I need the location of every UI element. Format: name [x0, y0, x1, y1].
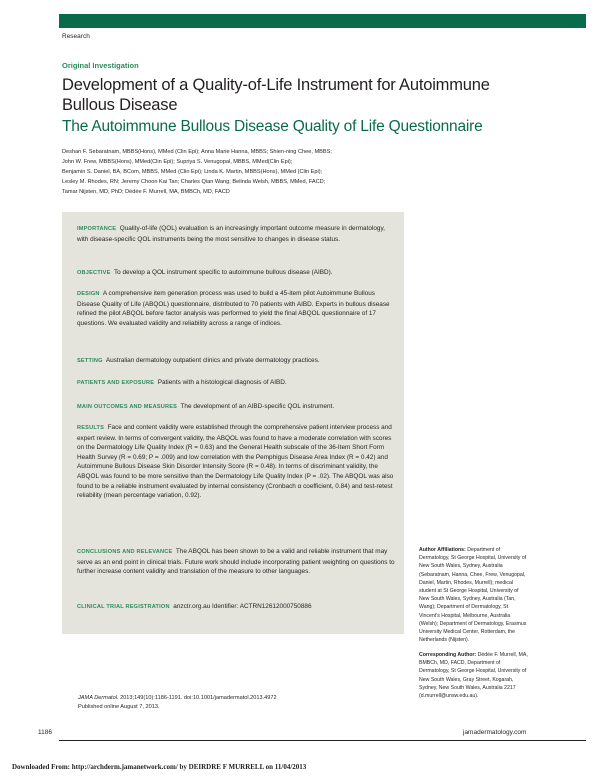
- author-line: John W. Frew, MBBS(Hons), MMed(Clin Epi); Supriya S. Venugopal, MBBS, MMed(Clin Epi);: [62, 158, 293, 165]
- author-line: Lesley M. Rhodes, RN; Jeremy Choon Kai Tan; Charles Qian Wang; Belinda Welsh, MBBS, MMed, FACD;: [62, 178, 326, 185]
- citation-details: 2013;149(10):1186-1191. doi:10.1001/jamadermatol.2013.4972: [118, 695, 277, 701]
- abstract-setting: [77, 356, 395, 367]
- corresponding-text: Dédée F. Murrell, MA, BMBCh, MD, FACD, Department of Dermatology, St George Hospital, University of New South Wales, Gray Street, Kogarah, Sydney, New South Wales, Australia 2217 (d.murrell@unsw.edu.au).: [419, 652, 528, 700]
- abstract-outcomes: [77, 402, 395, 413]
- abstract-results: [77, 423, 395, 501]
- header-bar: [59, 14, 586, 28]
- corresponding-author: [419, 651, 529, 700]
- abstract-label: DESIGN: [77, 291, 100, 297]
- abstract-text: Face and content validity were established through the comprehensive patient interview process and expert review. In terms of convergent validity, the ABQOL was found to have a moderate correlation with scores on the Dermatology Life Quality Index (R = 0.63) and the General Health subscale of the 36-Item Short Form Health Survey (R = 0.69; P = .009) and low correlation with the Pemphigus Disease Area Index (R = 0.42) and Autoimmune Bullous Disease Skin Disorder Intensity Score (R = 0.48). In terms of discriminant validity, the ABQOL was found to be more sensitive than the Dermatology Life Quality Index (P = .02). The ABQOL was also found to be a reliable instrument evaluated by internal consistency (Cronbach α coefficient, 0.84) and test-retest reliability (mean percentage variation, 0.92).: [77, 424, 394, 500]
- affiliations-text: Department of Dermatology, St George Hospital, University of New South Wales, Sydney, Australia (Sebaratnam, Hanna, Chee, Frew, Venugopal, Daniel, Martin, Rhodes, Murrell); medical student at St George Hospital, University of New South Wales, Sydney, Australia (Tan, Wang); Department of Dermatology, St Vincent's Hospital, Melbourne, Australia (Welsh); Department of Dermatology, Erasmus University Medical Center, Rotterdam, the Netherlands (Nijsten).: [419, 547, 527, 644]
- author-list: [62, 148, 392, 198]
- citation: [78, 694, 378, 711]
- abstract-patients: [77, 378, 395, 389]
- author-line: Benjamin S. Daniel, BA, BCom, MBBS, MMed (Clin Epi); Linda K. Martin, MBBS(Hons), MMed (Clin Epi);: [62, 168, 323, 175]
- article-subtitle: The Autoimmune Bullous Disease Quality of Life Questionnaire: [62, 118, 483, 135]
- abstract-label: SETTING: [77, 358, 103, 364]
- footer-rule: [59, 740, 586, 741]
- download-notice: Downloaded From: http://archderm.jamanetwork.com/ by DEIRDRE F MURRELL on 11/04/2013: [12, 763, 307, 771]
- author-line: Tamar Nijsten, MD, PhD; Dédée F. Murrell, MA, BMBCh, MD, FACD: [62, 188, 230, 195]
- journal-name: JAMA Dermatol.: [78, 695, 119, 701]
- article-category: Original Investigation: [62, 61, 139, 70]
- abstract-text: The ABQOL has been shown to be a valid and reliable instrument that may serve as an end point in clinical trials. Future work should include incorporating patient weighting on questions to further increase content validity and translation of the measure to other languages.: [77, 548, 395, 576]
- abstract-label: RESULTS: [77, 425, 105, 431]
- published-date: Published online August 7, 2013.: [78, 703, 160, 710]
- abstract-text: Quality-of-life (QOL) evaluation is an increasingly important outcome measure in dermatology, with disease-specific QOL instruments being the most sensitive to changes in disease status.: [77, 225, 385, 243]
- abstract-label: IMPORTANCE: [77, 226, 117, 232]
- abstract-text: The development of an AIBD-specific QOL instrument.: [180, 403, 335, 410]
- author-affiliations: [419, 546, 529, 644]
- abstract-text: A comprehensive item generation process was used to build a 45-item pilot Autoimmune Bullous Disease Quality of Life (ABQOL) questionnaire, distributed to 70 patients with AIBD. Experts in bullous disease refined the pilot ABQOL before factor analysis was performed to yield the final ABQOL questionnaire of 17 questions. We evaluated validity and reliability across a range of indices.: [77, 290, 390, 327]
- abstract-label: MAIN OUTCOMES AND MEASURES: [77, 404, 178, 410]
- abstract-text: To develop a QOL instrument specific to autoimmune bullous disease (AIBD).: [113, 269, 333, 276]
- abstract-box: [62, 212, 404, 634]
- author-line: Deshan F. Sebaratnam, MBBS(Hons), MMed (Clin Epi); Anna Marie Hanna, MBBS; Shien-ning Chee, MBBS;: [62, 149, 332, 155]
- citation-line: [78, 694, 378, 703]
- abstract-text: Patients with a histological diagnosis of AIBD.: [157, 379, 287, 386]
- abstract-conclusions: [77, 547, 395, 577]
- abstract-label: OBJECTIVE: [77, 270, 111, 276]
- section-label: Research: [62, 33, 90, 40]
- abstract-text: anzctr.org.au Identifier: ACTRN12612000750886: [173, 603, 312, 610]
- page-number: 1186: [38, 729, 52, 736]
- abstract-label: PATIENTS AND EXPOSURE: [77, 380, 155, 386]
- abstract-importance: [77, 224, 395, 244]
- article-title: Development of a Quality-of-Life Instrument for Autoimmune Bullous Disease: [62, 76, 490, 114]
- corresponding-label: Corresponding Author:: [419, 652, 477, 658]
- abstract-objective: [77, 268, 395, 279]
- journal-website: jamadermatology.com: [463, 729, 527, 736]
- affiliations-label: Author Affiliations:: [419, 547, 466, 553]
- abstract-label: CLINICAL TRIAL REGISTRATION: [77, 604, 170, 610]
- abstract-trial-registration: [77, 602, 395, 613]
- abstract-label: CONCLUSIONS AND RELEVANCE: [77, 549, 173, 555]
- abstract-text: Australian dermatology outpatient clinics and private dermatology practices.: [105, 357, 320, 364]
- abstract-design: [77, 289, 395, 328]
